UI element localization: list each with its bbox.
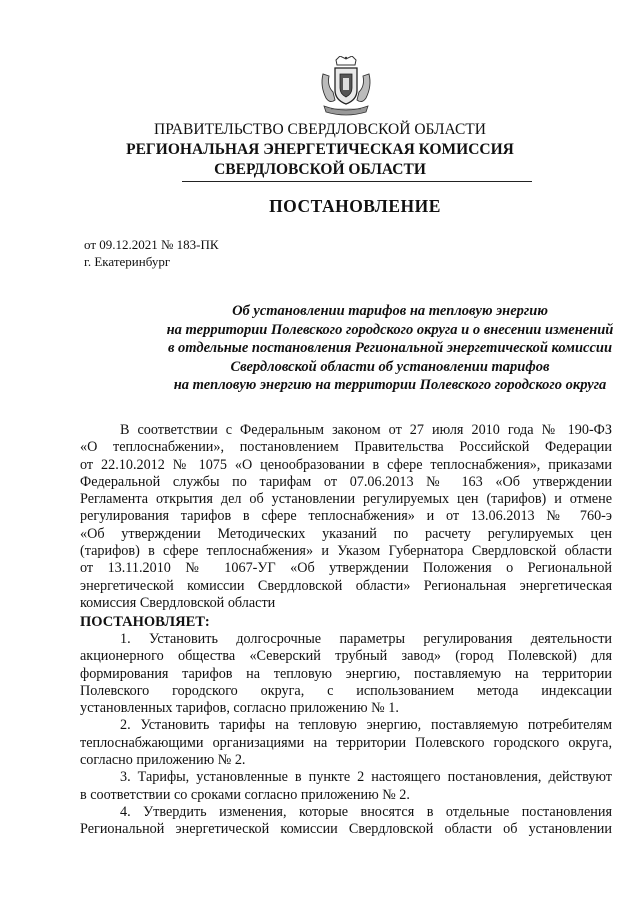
preamble-line: Регламента открытия дел об установлении регулируемых цен (тарифов) и отмене [80,491,612,508]
preamble-line: «О теплоснабжении», постановлением Правительства Российской Федерации [80,439,612,456]
item-line: 1. Установить долгосрочные параметры регулирования деятельности [120,631,612,647]
item-line: Полевского городского округа, с использованием метода индексации [80,682,612,699]
document-type-title: ПОСТАНОВЛЕНИЕ [269,196,441,216]
org-name-line2: РЕГИОНАЛЬНАЯ ЭНЕРГЕТИЧЕСКАЯ КОМИССИЯ [126,141,514,158]
preamble-line: комиссия Свердловской области [80,594,276,611]
resolution-item-4 [80,804,612,839]
item-line: согласно приложению № 2. [80,752,246,769]
item-line: акционерного общества «Северский трубный завод» (город Полевской) для [80,648,612,665]
item-line: 2. Установить тарифы на тепловую энергию, поставляемую потребителям [120,717,612,734]
preamble-line: «Об утверждении Методических указаний по расчету регулируемых цен [80,525,612,542]
subject-line: на тепловую энергию на территории Полевского городского округа [173,377,607,393]
preamble-line: В соответствии с Федеральным законом от 27 июля 2010 года № 190-ФЗ [120,422,612,438]
subject-line: в отдельные постановления Региональной энергетической комиссии [167,340,613,356]
resolution-item-2 [80,717,612,769]
resolution-items [80,631,612,839]
item-line: 4. Утвердить изменения, которые вносятся в отдельные постановления [120,803,612,820]
subject-line: Свердловской области об установлении тарифов [230,358,550,375]
item-line: установленных тарифов, согласно приложению № 1. [80,700,399,717]
item-line: в соответствии со сроками согласно приложению № 2. [80,786,410,803]
subject-line: Об установлении тарифов на тепловую энергию [232,303,548,319]
item-line: формирования тарифов на тепловую энергию, поставляемую на территории [80,665,612,682]
header-divider [182,181,532,182]
resolution-item-3 [80,769,612,804]
item-line: Региональной энергетической комиссии Свердловской области об установлении [80,821,612,838]
subject-line: на территории Полевского городского округа и о внесении изменений [166,321,614,338]
preamble-paragraph [80,422,612,612]
preamble-line: регулирования тарифов в сфере теплоснабжения» и от 13.06.2013 № 760-э [80,508,612,525]
document-subject [80,302,640,395]
preamble-line: от 22.10.2012 № 1075 «О ценообразовании в сфере теплоснабжения», приказами [80,456,612,473]
resolution-item-1 [80,631,612,717]
preamble-line: Федеральной службы по тарифам от 07.06.2013 № 163 «Об утверждении [80,473,612,490]
org-name-line1: ПРАВИТЕЛЬСТВО СВЕРДЛОВСКОЙ ОБЛАСТИ [154,121,486,138]
preamble-line: энергетической комиссии Свердловской области» Региональная энергетическая [80,577,612,594]
coat-of-arms-icon [318,56,374,118]
org-name-line3: СВЕРДЛОВСКОЙ ОБЛАСТИ [214,161,426,178]
item-line: 3. Тарифы, установленные в пункте 2 настоящего постановления, действуют [120,769,612,786]
preamble-line: от 13.11.2010 № 1067-УГ «Об утверждении Положения о Региональной [80,560,612,577]
document-date-number: от 09.12.2021 № 183-ПК [84,237,219,252]
preamble-line: (тарифов) в сфере теплоснабжения» и Указом Губернатора Свердловской области [80,543,612,560]
document-place: г. Екатеринбург [84,254,171,269]
resolve-heading: ПОСТАНОВЛЯЕТ: [80,614,210,630]
item-line: теплоснабжающими организациями на территории Полевского городского округа, [80,734,612,751]
